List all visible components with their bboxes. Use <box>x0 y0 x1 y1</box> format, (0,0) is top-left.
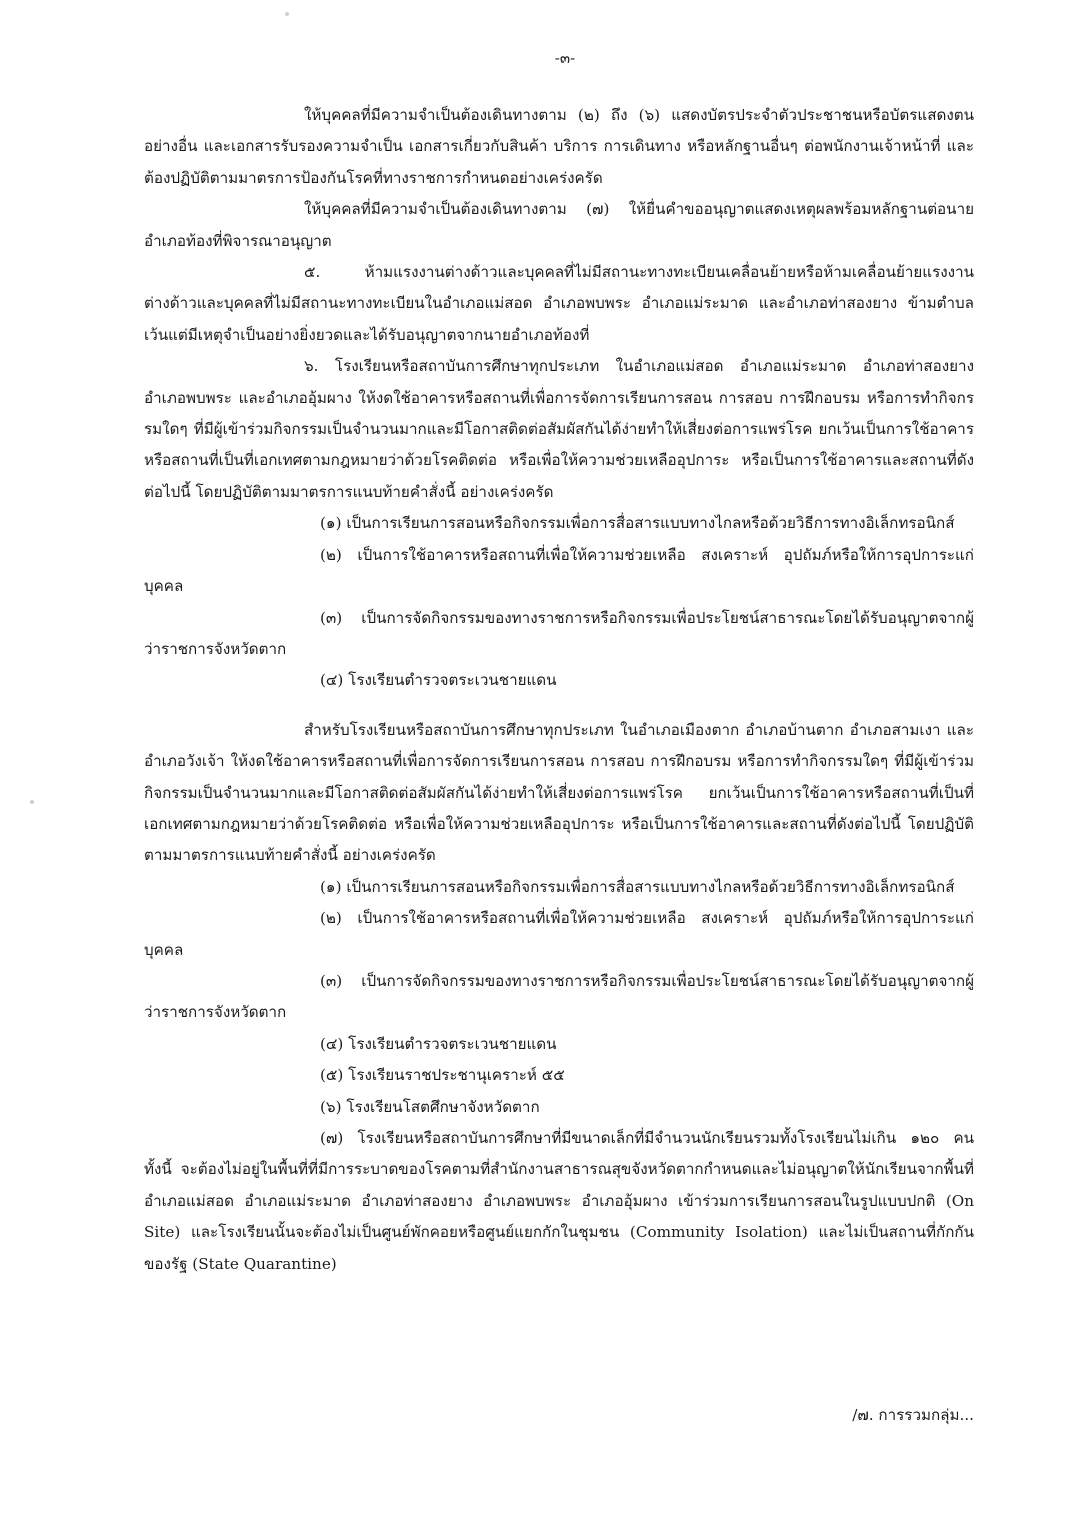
paragraph: ให้บุคคลที่มีความจำเป็นต้องเดินทางตาม (๗) ให้ยื่นคำขออนุญาตแสดงเหตุผลพร้อมหลักฐานต่อนายอำเภอท้องที่พิจารณาอนุญาต <box>144 200 974 250</box>
continuation-note: /๗. การรวมกลุ่ม... <box>852 1406 974 1424</box>
list-item: (๔) โรงเรียนตำรวจตระเวนชายแดน <box>320 1034 557 1053</box>
list-item: (๑) เป็นการเรียนการสอนหรือกิจกรรมเพื่อการสื่อสารแบบทางไกลหรือด้วยวิธีการทางอิเล็กทรอนิกส์ <box>320 514 955 533</box>
list-item: (๖) โรงเรียนโสตศึกษาจังหวัดตาก <box>320 1097 540 1116</box>
paragraph: ๕. ห้ามแรงงานต่างด้าวและบุคคลที่ไม่มีสถานะทางทะเบียนเคลื่อนย้ายหรือห้ามเคลื่อนย้ายแรงงานต่างด้าวและบุคคลที่ไม่มีสถานะทางทะเบียนในอำเภอแม่สอด อำเภอพบพระ อำเภอแม่ระมาด และอำเภอท่าสองยาง ข้ามตำบล เว้นแต่มีเหตุจำเป็นอย่างยิ่งยวดและได้รับอนุญาตจากนายอำเภอท้องที่ <box>144 263 974 344</box>
list-item: (๔) โรงเรียนตำรวจตระเวนชายแดน <box>320 671 557 690</box>
list-item: (๑) เป็นการเรียนการสอนหรือกิจกรรมเพื่อการสื่อสารแบบทางไกลหรือด้วยวิธีการทางอิเล็กทรอนิกส์ <box>320 877 955 896</box>
list-item: (๒) เป็นการใช้อาคารหรือสถานที่เพื่อให้ความช่วยเหลือ สงเคราะห์ อุปถัมภ์หรือให้การอุปการะแก่บุคคล <box>144 909 974 959</box>
list-item: (๒) เป็นการใช้อาคารหรือสถานที่เพื่อให้ความช่วยเหลือ สงเคราะห์ อุปถัมภ์หรือให้การอุปการะแก่บุคคล <box>144 545 974 596</box>
scan-speck <box>30 800 34 804</box>
page-number: -๓- <box>554 49 576 67</box>
list-item: (๗) โรงเรียนหรือสถาบันการศึกษาที่มีขนาดเล็กที่มีจำนวนนักเรียนรวมทั้งโรงเรียนไม่เกิน ๑๒๐ คน ทั้งนี้ จะต้องไม่อยู่ในพื้นที่ที่มีการระบาดของโรคตามที่สำนักงานสาธารณสุขจังหวัดตากกำหนดและไม่อนุญาตให้นักเรียนจากพื้นที่อำเภอแม่สอด อำเภอแม่ระมาด อำเภอท่าสองยาง อำเภอพบพระ อำเภออุ้มผาง เข้าร่วมการเรียนการสอนในรูปแบบปกติ (On Site) และโรงเรียนนั้นจะต้องไม่เป็นศูนย์พักคอยหรือศูนย์แยกกักในชุมชน (Community Isolation) และไม่เป็นสถานที่กักกันของรัฐ (State Quarantine) <box>144 1129 974 1273</box>
scan-speck <box>285 12 289 16</box>
list-item: (๕) โรงเรียนราชประชานุเคราะห์ ๕๕ <box>320 1066 565 1085</box>
document-body <box>144 100 974 1280</box>
list-item: (๓) เป็นการจัดกิจกรรมของทางราชการหรือกิจกรรมเพื่อประโยชน์สาธารณะโดยได้รับอนุญาตจากผู้ว่าราชการจังหวัดตาก <box>144 971 974 1022</box>
list-item: (๓) เป็นการจัดกิจกรรมของทางราชการหรือกิจกรรมเพื่อประโยชน์สาธารณะโดยได้รับอนุญาตจากผู้ว่าราชการจังหวัดตาก <box>144 608 974 658</box>
spacer <box>144 697 974 715</box>
paragraph: ๖. โรงเรียนหรือสถาบันการศึกษาทุกประเภท ในอำเภอแม่สอด อำเภอแม่ระมาด อำเภอท่าสองยาง อำเภอพบพระ และอำเภออุ้มผาง ให้งดใช้อาคารหรือสถานที่เพื่อการจัดการเรียนการสอน การสอบ การฝึกอบรม หรือการทำกิจกรรมใดๆ ที่มีผู้เข้าร่วมกิจกรรมเป็นจำนวนมากและมีโอกาสติดต่อสัมผัสกันได้ง่ายทำให้เสี่ยงต่อการแพร่โรค ยกเว้นเป็นการใช้อาคารหรือสถานที่เป็นที่เอกเทศตามกฎหมายว่าด้วยโรคติดต่อ หรือเพื่อให้ความช่วยเหลืออุปการะ หรือเป็นการใช้อาคารและสถานที่ดังต่อไปนี้ โดยปฏิบัติตามมาตรการแนบท้ายคำสั่งนี้ อย่างเคร่งครัด <box>144 357 974 501</box>
paragraph: สำหรับโรงเรียนหรือสถาบันการศึกษาทุกประเภท ในอำเภอเมืองตาก อำเภอบ้านตาก อำเภอสามเงา และอำเภอวังเจ้า ให้งดใช้อาคารหรือสถานที่เพื่อการจัดการเรียนการสอน การสอบ การฝึกอบรม หรือการทำกิจกรรมใดๆ ที่มีผู้เข้าร่วมกิจกรรมเป็นจำนวนมากและมีโอกาสติดต่อสัมผัสกันได้ง่ายทำให้เสี่ยงต่อการแพร่โรค ยกเว้นเป็นการใช้อาคารหรือสถานที่เป็นที่เอกเทศตามกฎหมายว่าด้วยโรคติดต่อ หรือเพื่อให้ความช่วยเหลืออุปการะ หรือเป็นการใช้อาคารและสถานที่ดังต่อไปนี้ โดยปฏิบัติตามมาตรการแนบท้ายคำสั่งนี้ อย่างเคร่งครัด <box>144 720 974 865</box>
paragraph: ให้บุคคลที่มีความจำเป็นต้องเดินทางตาม (๒) ถึง (๖) แสดงบัตรประจำตัวประชาชนหรือบัตรแสดงตนอย่างอื่น และเอกสารรับรองความจำเป็น เอกสารเกี่ยวกับสินค้า บริการ การเดินทาง หรือหลักฐานอื่นๆ ต่อพนักงานเจ้าหน้าที่ และต้องปฏิบัติตามมาตรการป้องกันโรคที่ทางราชการกำหนดอย่างเคร่งครัด <box>144 106 974 187</box>
